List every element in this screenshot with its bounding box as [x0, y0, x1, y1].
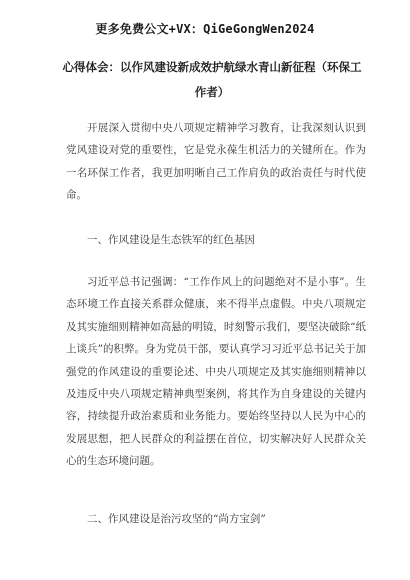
- section-heading-2: 二、作风建设是治污攻坚的“尚方宝剑”: [87, 513, 266, 525]
- intro-paragraph: 开展深入贯彻中央八项规定精神学习教育，让我深刻认识到党风建设对党的重要性，它是党永葆生机活力的关键所在。作为一名环保工作者，我更加明晰自己工作肩负的政治责任与时代使命。: [66, 122, 366, 202]
- document-title: 心得体会：以作风建设新成效护航绿水青山新征程（环保工作者）: [62, 60, 362, 99]
- section-heading-1: 一、作风建设是生态铁军的红色基因: [87, 234, 255, 246]
- section-1-paragraph: 习近平总书记强调：“工作作风上的问题绝对不是小事”。生态环境工作直接关系群众健康，来不得半点虚假。中央八项规定及其实施细则精神如高悬的明镜，时刻警示我们，要坚决破除“纸上谈兵”的积弊。身为党员干部，要认真学习习近平总书记关于加强党的作风建设的重要论述、中央八项规定及其实施细则精神以及违反中央八项规定精神典型案例，将其作为自身建设的关键内容，持续提升政治素质和业务能力。要始终坚持以人民为中心的发展思想，把人民群众的利益摆在首位，切实解决好人民群众关心的生态环境问题。: [66, 276, 366, 468]
- promo-header: 更多免费公文+VX：QiGeGongWen2024: [95, 22, 315, 36]
